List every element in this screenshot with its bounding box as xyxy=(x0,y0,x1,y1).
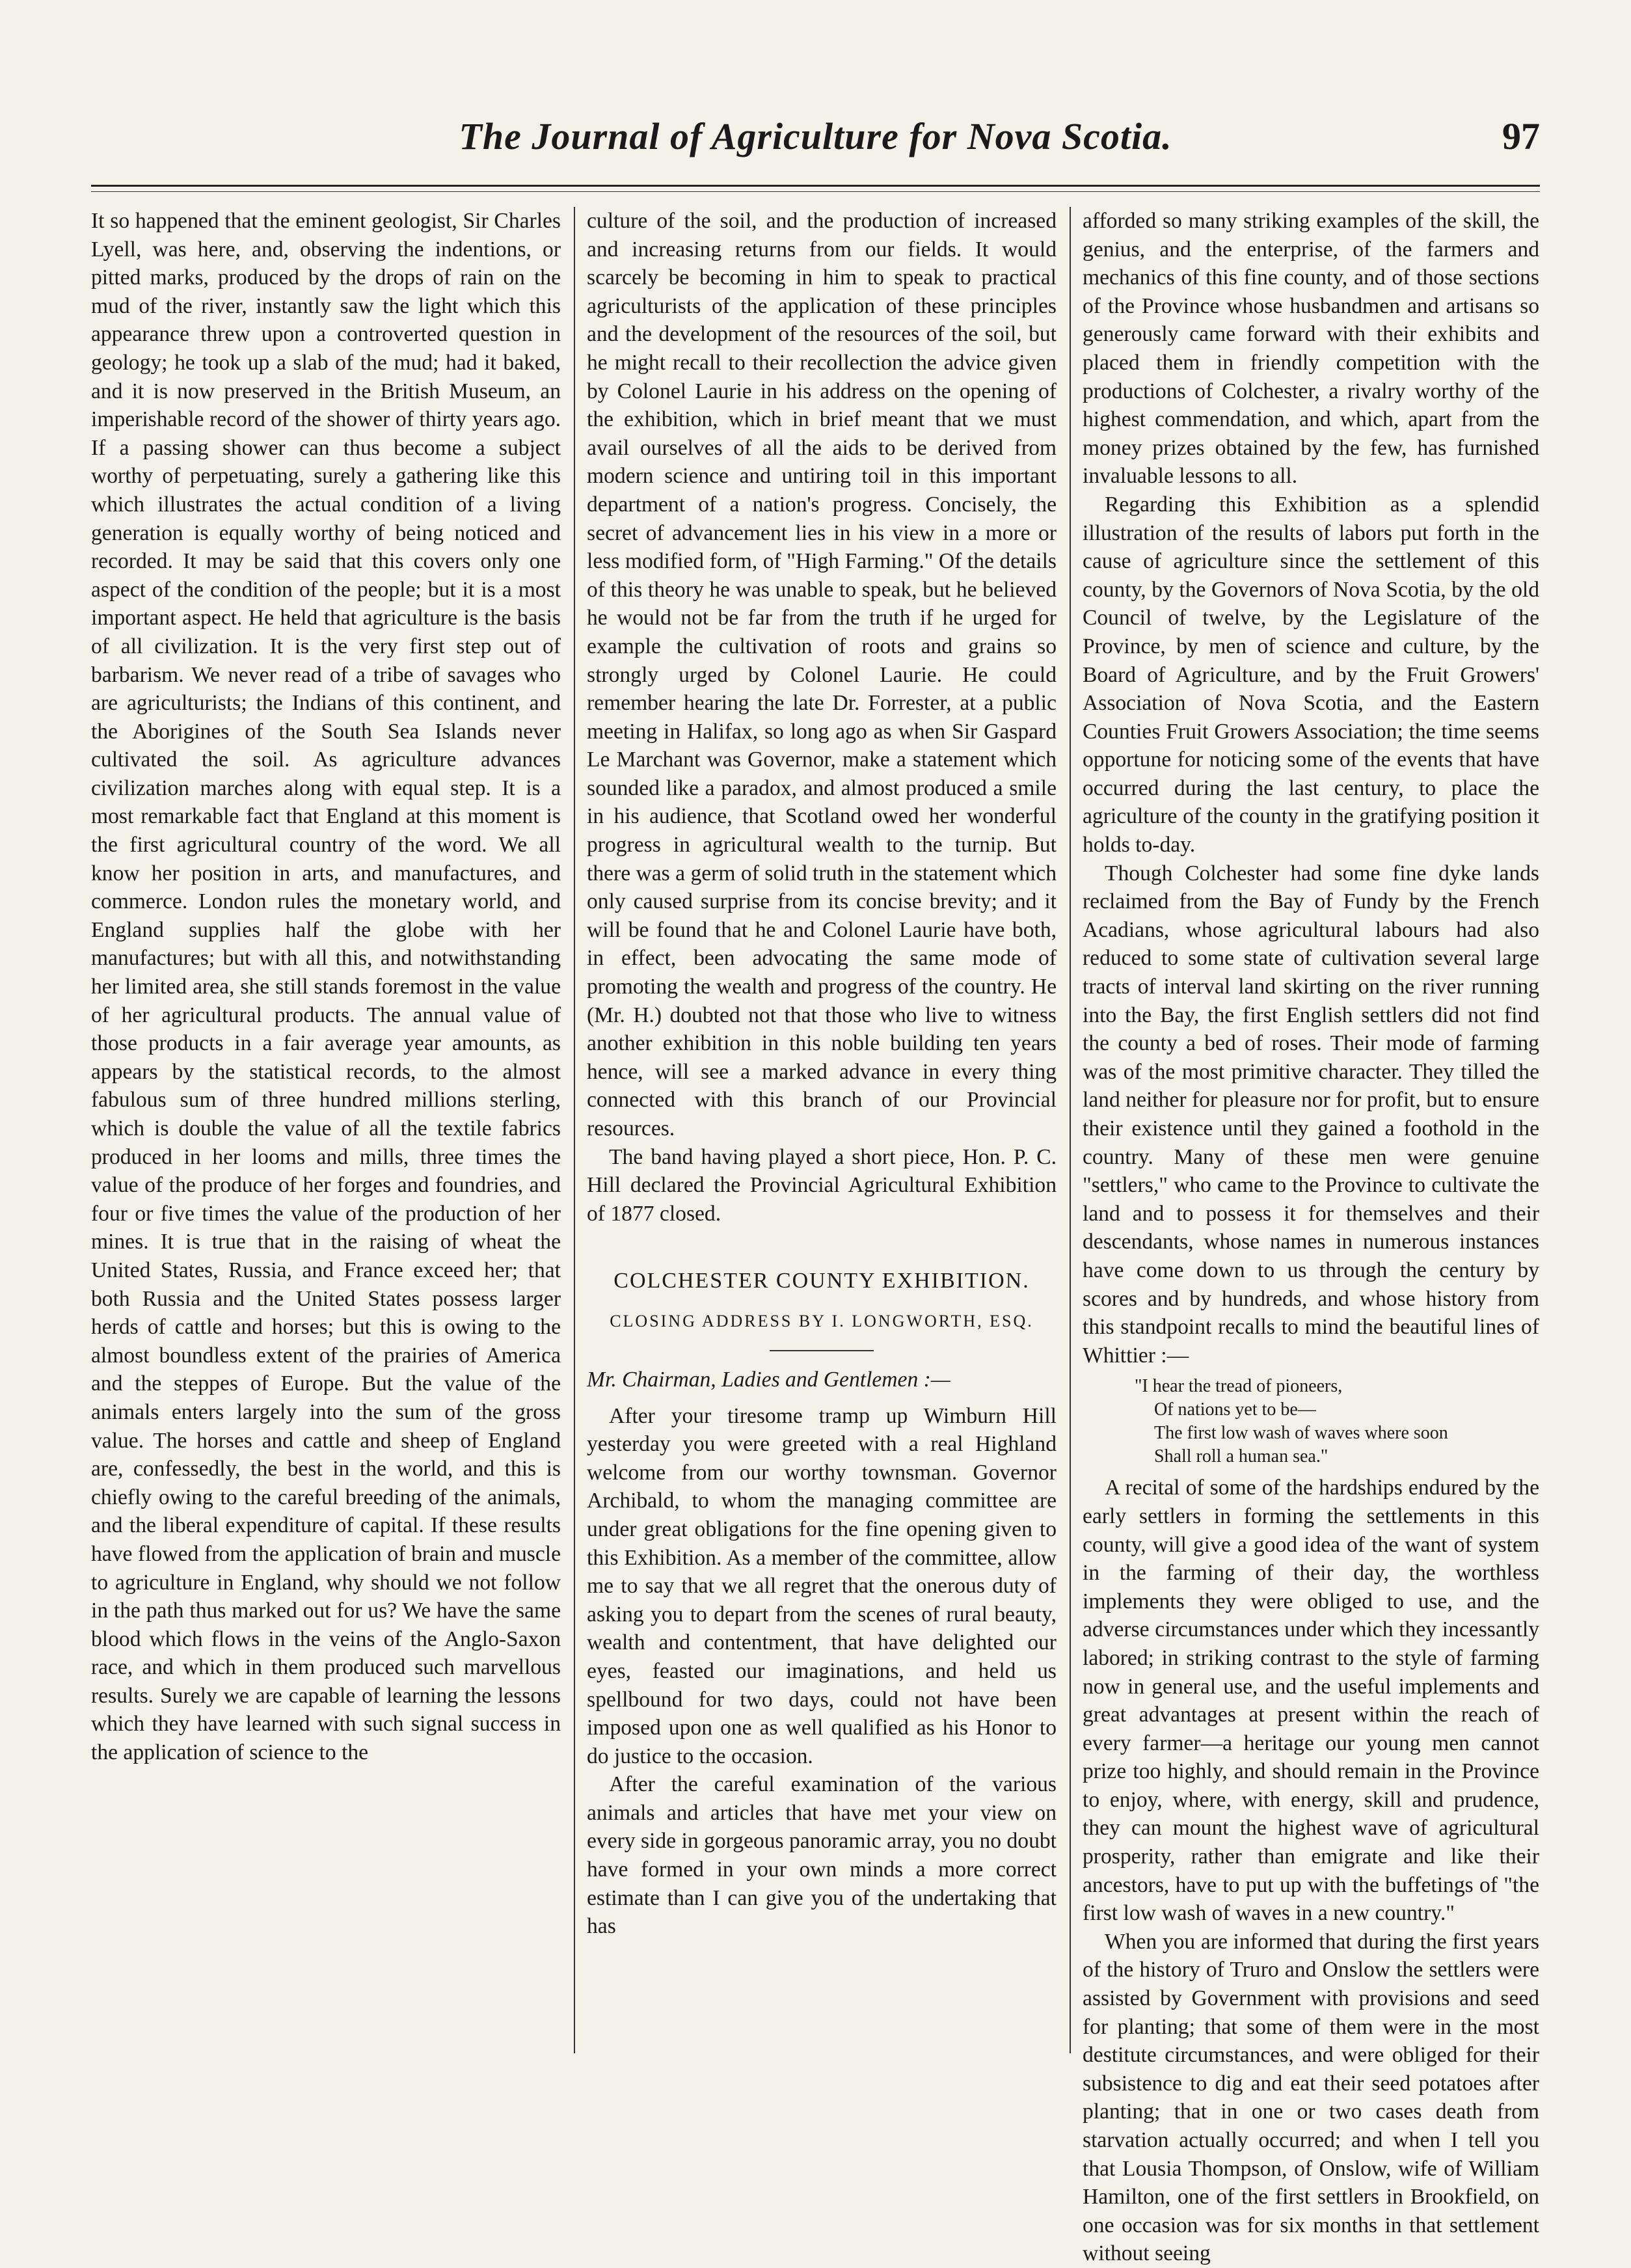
divider xyxy=(770,1350,874,1351)
column-middle xyxy=(587,207,1057,2053)
poem-line: Shall roll a human sea." xyxy=(1154,1446,1328,1467)
poem-quote xyxy=(1135,1375,1539,1468)
section-title: COLCHESTER COUNTY EXHIBITION. xyxy=(613,1269,1030,1293)
paragraph: A recital of some of the hardships endured by the early settlers in forming the settlements in this county, will give a good idea of the want of system in the farming of their day, the worthless implements they were obliged to use, and the adverse circumstances under which they incessantly labored; in striking contrast to the style of farming now in general use, and the useful implements and great advantages at present within the reach of every farmer—a heritage our young men cannot prize too highly, and should remain in the Province to enjoy, where, with energy, skill and prudence, they can mount the highest wave of agricultural prosperity, rather than emigrate and like their ancestors, have to put up with the buffetings of "the first low wash of waves in a new country." xyxy=(1083,1476,1539,1926)
paragraph: It so happened that the eminent geologist, Sir Charles Lyell, was here, and, observing the indentions, or pitted marks, produced by the drops of rain on the mud of the river, instantly saw the light which this appearance threw upon a controverted question in geology; he took up a slab of the mud; had it baked, and it is now preserved in the British Museum, an imperishable record of the shower of thirty years ago. If a passing shower can thus become a subject worthy of perpetuating, surely a gathering like this which illustrates the actual condition of a living generation is equally worthy of being noticed and recorded. It may be said that this covers only one aspect of the condition of the people; but it is a most important aspect. He held that agriculture is the basis of all civilization. It is the very first step out of barbarism. We never read of a tribe of savages who are agriculturists; the Indians of this continent, and the Aborigines of the South Sea Islands never cultivated the soil. As agriculture advances civilization marches along with equal step. It is a most remarkable fact that England at this moment is the first agricultural country of the word. We all know her position in arts, and manufactures, and commerce. London rules the monetary world, and England supplies half the globe with her manufactures; but with all this, and notwithstanding her limited area, she still stands foremost in the value of her agricultural products. The annual value of those products in a fair average year amounts, as appears by the statistical records, to the almost fabulous sum of three hundred millions sterling, which is double the value of all the textile fabrics produced in her looms and mills, three times the value of the produce of her forges and foundries, and four or five times the value of the production of her mines. It is true that in the raising of wheat the United States, Russia, and France exceed her; that both Russia and the United States possess larger herds of cattle and horses; but this is owing to the almost boundless extent of the prairies of America and the steppes of Europe. But the value of the animals enters largely into the sum of the gross value. The horses and cattle and sheep of England are, confessedly, the best in the world, and this is chiefly owing to the careful breeding of the animals, and the liberal expenditure of capital. If these results have flowed from the application of brain and muscle to agriculture in England, why should we not follow in the path thus marked out for us? We have the same blood which flows in the veins of the Anglo-Saxon race, and which in them produced such marvellous results. Surely we are capable of learning the lessons which they have learned with such signal success in the application of science to the xyxy=(91,209,561,1765)
poem-line: The first low wash of waves where soon xyxy=(1154,1423,1448,1444)
running-header xyxy=(91,115,1540,173)
page-number: 97 xyxy=(1502,115,1540,157)
column-divider xyxy=(1070,207,1071,2053)
paragraph: After the careful examination of the various animals and articles that have met your view on every side in gorgeous panoramic array, you no doubt have formed in your own minds a more correct estimate than I can give you of the undertaking that has xyxy=(587,1772,1057,1939)
paragraph: Though Colchester had some fine dyke lands reclaimed from the Bay of Fundy by the French Acadians, whose agricultural labours had also reduced to some state of cultivation several large tracts of interval land skirting on the river running into the Bay, the first English settlers did not find the county a bed of roses. Their mode of farming was of the most primitive character. They tilled the land neither for pleasure nor for profit, but to ensure their existence until they gained a foothold in the country. Many of these men were genuine "settlers," who came to the Province to cultivate the land and to possess it for themselves and their descendants, whose names in numerous instances have come down to us through the century by scores and by hundreds, and whose history from this standpoint recalls to mind the beautiful lines of Whittier :— xyxy=(1083,861,1539,1368)
header-rule xyxy=(91,185,1540,187)
paragraph: When you are informed that during the first years of the history of Truro and Onslow the settlers were assisted by Government with provisions and seed for planting; that some of them were in the most destitute circumstances, and were obliged for their subsistence to dig and eat their seed potatoes after planting; that in one or two cases death from starvation actually occurred; and when I tell you that Lousia Thompson, of Onslow, wife of William Hamilton, one of the first settlers in Brookfield, on one occasion was for six months in that settlement without seeing xyxy=(1083,1929,1539,2266)
column-left xyxy=(91,207,561,2053)
header-rule-thin xyxy=(91,191,1540,192)
paragraph: The band having played a short piece, Hon. P. C. Hill declared the Provincial Agricultural Exhibition of 1877 closed. xyxy=(587,1144,1057,1226)
column-divider xyxy=(574,207,575,2053)
paragraph: afforded so many striking examples of the skill, the genius, and the enterprise, of the farmers and mechanics of this fine county, and of those sections of the Province whose husbandmen and artisans so generously came forward with their exhibits and placed them in friendly competition with the productions of Colchester, a rivalry worthy of the highest commendation, and which, apart from the money prizes obtained by the few, has furnished invaluable lessons to all. xyxy=(1083,209,1539,489)
column-right xyxy=(1083,207,1539,2266)
salutation: Mr. Chairman, Ladies and Gentlemen :— xyxy=(587,1367,950,1392)
paragraph: Regarding this Exhibition as a splendid illustration of the results of labors put forth in the cause of agriculture since the settlement of this county, by the Governors of Nova Scotia, by the old Council of twelve, by the Legislature of the Province, by men of science and culture, by the Board of Agriculture, and by the Fruit Growers' Association of Nova Scotia, and the Eastern Counties Fruit Growers Association; the time seems opportune for noticing some of the events that have occurred during the last century, to place the agriculture of the county in the gratifying position it holds to-day. xyxy=(1083,492,1539,857)
journal-title: The Journal of Agriculture for Nova Scotia. xyxy=(459,115,1172,157)
byline: CLOSING ADDRESS BY I. LONGWORTH, ESQ. xyxy=(610,1312,1034,1331)
poem-line: Of nations yet to be— xyxy=(1154,1399,1316,1420)
poem-line: "I hear the tread of pioneers, xyxy=(1135,1376,1343,1397)
paragraph: After your tiresome tramp up Wimburn Hill yesterday you were greeted with a real Highland welcome from our worthy townsman. Governor Archibald, to whom the managing committee are under great obligations for the fine opening given to this Exhibition. As a member of the committee, allow me to say that we all regret that the onerous duty of asking you to depart from the scenes of rural beauty, wealth and contentment, that have delighted our eyes, feasted our imaginations, and held us spellbound for two days, could not have been imposed upon one as well qualified as his Honor to do justice to the occasion. xyxy=(587,1403,1057,1768)
paragraph: culture of the soil, and the production of increased and increasing returns from our fields. It would scarcely be becoming in him to speak to practical agriculturists of the application of these principles and the development of the resources of the soil, but he might recall to their recollection the advice given by Colonel Laurie in his address on the opening of the exhibition, which in brief meant that we must avail ourselves of all the aids to be derived from modern science and untiring toil in this important department of a nation's progress. Concisely, the secret of advancement lies in his view in a more or less modified form, of "High Farming." Of the details of this theory he was unable to speak, but he believed he would not be far from the truth if he urged for example the cultivation of roots and grains so strongly urged by Colonel Laurie. He could remember hearing the late Dr. Forrester, at a public meeting in Halifax, so long ago as when Sir Gaspard Le Marchant was Governor, make a statement which sounded like a paradox, and almost produced a smile in his audience, that Scotland owed her wonderful progress in agricultural wealth to the turnip. But there was a germ of solid truth in the statement which only caused surprise from its concise brevity; and it will be found that he and Colonel Laurie have both, in effect, been advocating the same mode of promoting the wealth and progress of the country. He (Mr. H.) doubted not that those who live to witness another exhibition in this noble building ten years hence, will see a marked advance in every thing connected with this branch of our Provincial resources. xyxy=(587,209,1057,1141)
